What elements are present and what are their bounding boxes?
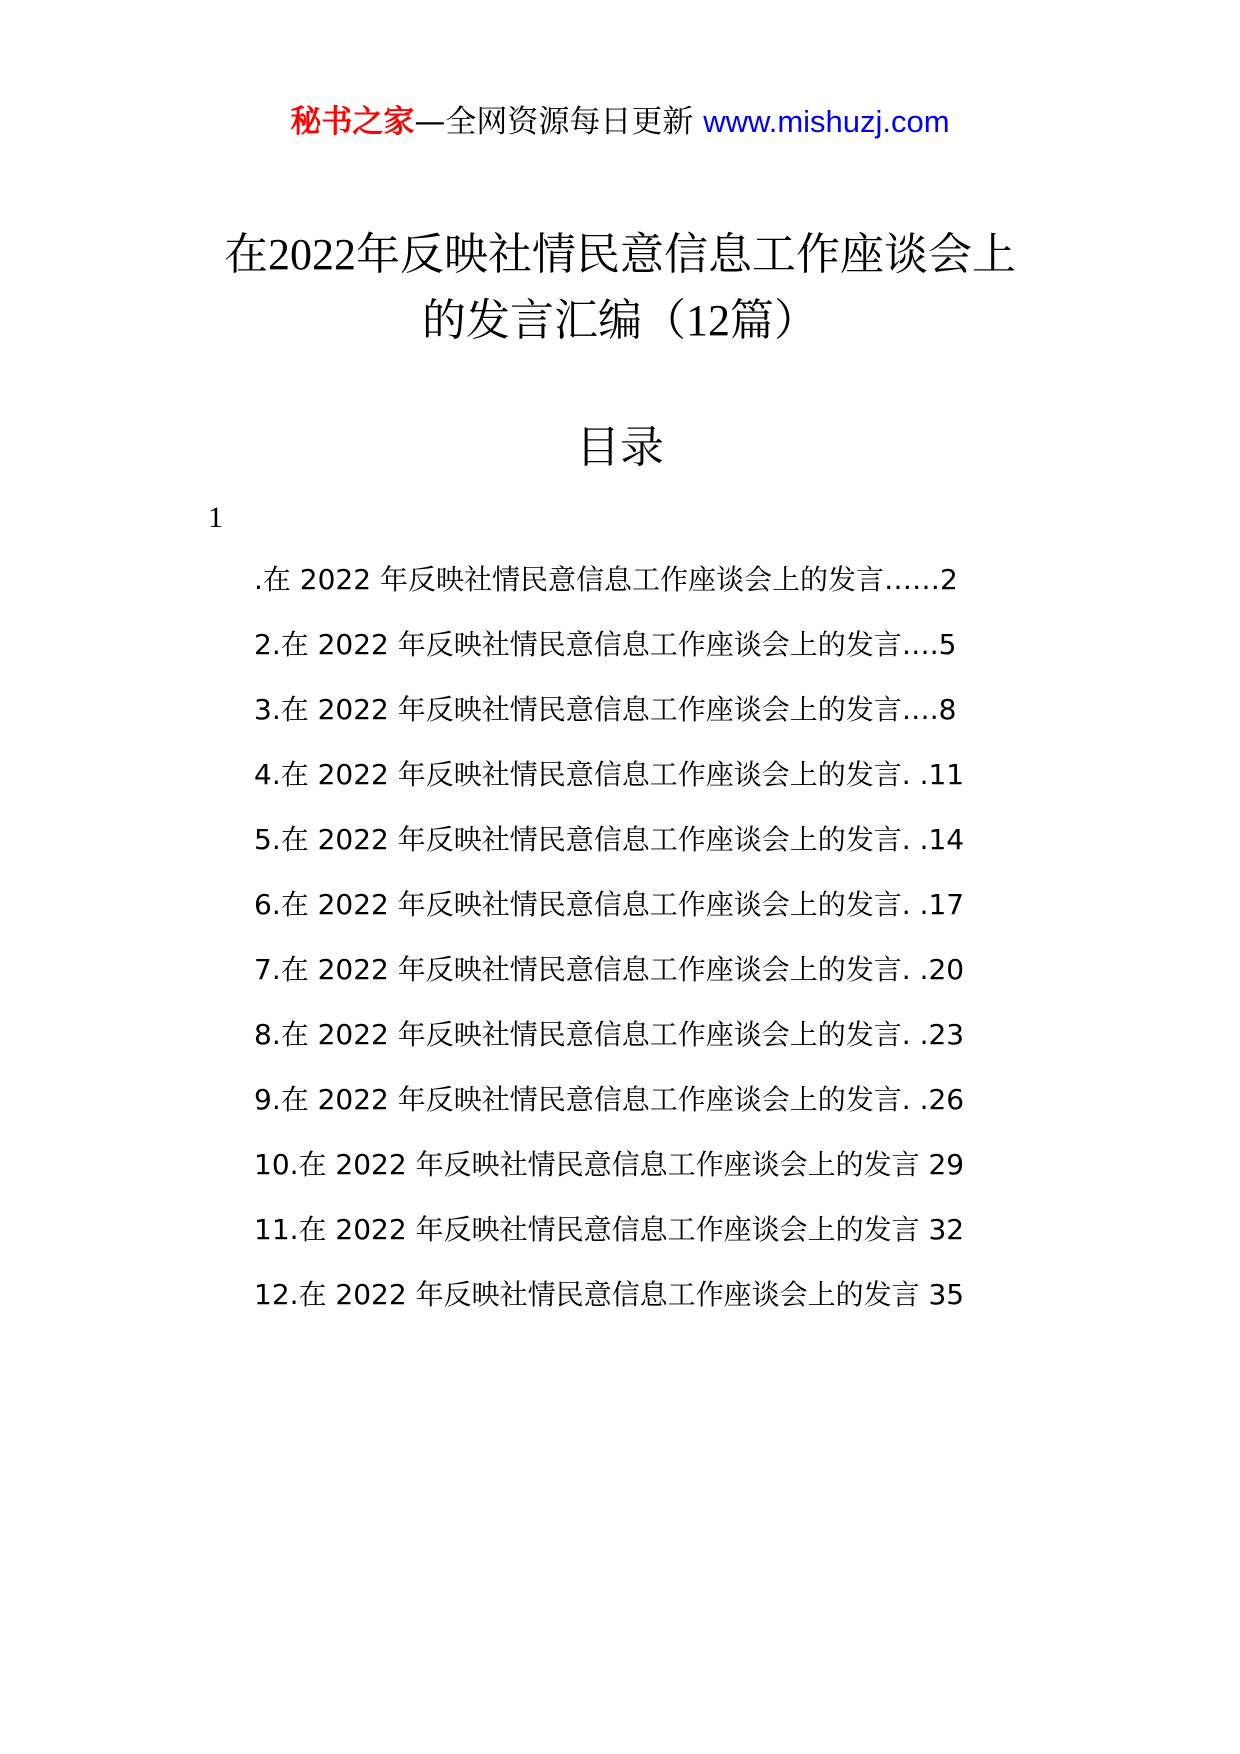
title-line2-prefix: 的发言汇编（	[422, 295, 686, 346]
toc-entry-4[interactable]: 4.在 2022 年反映社情民意信息工作座谈会上的发言. .11	[254, 758, 965, 791]
toc-first-number: 1	[208, 501, 223, 534]
toc-entry-12[interactable]: 12.在 2022 年反映社情民意信息工作座谈会上的发言 35	[254, 1278, 965, 1311]
table-of-contents	[254, 560, 1052, 1340]
toc-entry-11[interactable]: 11.在 2022 年反映社情民意信息工作座谈会上的发言 32	[254, 1213, 965, 1246]
document-title	[150, 222, 1090, 354]
toc-entry-2[interactable]: 2.在 2022 年反映社情民意信息工作座谈会上的发言….5	[254, 628, 957, 661]
title-count: 12	[686, 296, 730, 345]
slogan: —全网资源每日更新	[414, 104, 704, 140]
toc-entry-3[interactable]: 3.在 2022 年反映社情民意信息工作座谈会上的发言….8	[254, 693, 957, 726]
toc-entry-8[interactable]: 8.在 2022 年反映社情民意信息工作座谈会上的发言. .23	[254, 1018, 965, 1051]
toc-entry-6[interactable]: 6.在 2022 年反映社情民意信息工作座谈会上的发言. .17	[254, 888, 965, 921]
toc-entry-7[interactable]: 7.在 2022 年反映社情民意信息工作座谈会上的发言. .20	[254, 953, 965, 986]
toc-entry-9[interactable]: 9.在 2022 年反映社情民意信息工作座谈会上的发言. .26	[254, 1083, 965, 1116]
toc-heading: 目录	[576, 422, 664, 473]
title-suffix: 年反映社情民意信息工作座谈会上	[356, 229, 1016, 280]
site-header	[0, 102, 1240, 142]
title-prefix: 在	[224, 229, 268, 280]
toc-entry-5[interactable]: 5.在 2022 年反映社情民意信息工作座谈会上的发言. .14	[254, 823, 965, 856]
title-line-2	[150, 288, 1090, 354]
toc-entry-10[interactable]: 10.在 2022 年反映社情民意信息工作座谈会上的发言 29	[254, 1148, 965, 1181]
title-year: 2022	[268, 230, 356, 279]
site-url-link[interactable]: www.mishuzj.com	[703, 104, 950, 139]
toc-entry-1[interactable]: .在 2022 年反映社情民意信息工作座谈会上的发言……2	[254, 563, 958, 596]
brand-name: 秘书之家	[290, 104, 415, 140]
title-line-1	[150, 222, 1090, 288]
title-line2-suffix: 篇）	[730, 295, 818, 346]
